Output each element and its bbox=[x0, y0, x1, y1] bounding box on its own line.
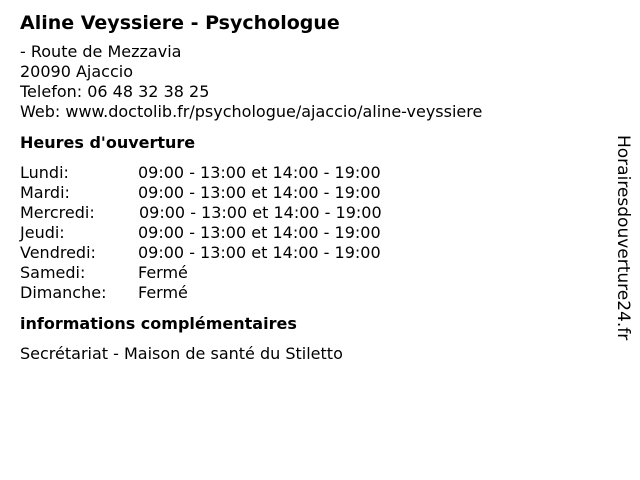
hours-row-wednesday bbox=[20, 203, 600, 223]
day-label: Jeudi: bbox=[20, 223, 65, 242]
day-label: Samedi: bbox=[20, 263, 86, 282]
opening-hours-heading: Heures d'ouverture bbox=[20, 133, 196, 152]
phone-number: Telefon: 06 48 32 38 25 bbox=[20, 82, 210, 101]
day-label: Lundi: bbox=[20, 163, 69, 182]
listing-card bbox=[20, 10, 600, 364]
address-line-1: - Route de Mezzavia bbox=[20, 42, 182, 61]
page-title: Aline Veyssiere - Psychologue bbox=[20, 12, 340, 34]
time-value: Fermé bbox=[138, 283, 188, 302]
time-value: 09:00 - 13:00 et 14:00 - 19:00 bbox=[138, 163, 381, 182]
day-label: Mardi: bbox=[20, 183, 70, 202]
address-line-2: 20090 Ajaccio bbox=[20, 62, 134, 81]
hours-row-sunday bbox=[20, 283, 600, 303]
hours-row-tuesday bbox=[20, 183, 600, 203]
time-value: 09:00 - 13:00 et 14:00 - 19:00 bbox=[138, 183, 381, 202]
day-label: Dimanche: bbox=[20, 283, 107, 302]
time-value: 09:00 - 13:00 et 14:00 - 19:00 bbox=[139, 203, 382, 222]
time-value: 09:00 - 13:00 et 14:00 - 19:00 bbox=[138, 223, 381, 242]
hours-row-monday bbox=[20, 163, 600, 183]
additional-info-text: Secrétariat - Maison de santé du Stiletto bbox=[20, 344, 343, 363]
hours-row-saturday bbox=[20, 263, 600, 283]
hours-row-friday bbox=[20, 243, 600, 263]
hours-row-thursday bbox=[20, 223, 600, 243]
day-label: Mercredi: bbox=[20, 203, 95, 222]
opening-hours-table bbox=[20, 163, 600, 303]
day-label: Vendredi: bbox=[20, 243, 96, 262]
site-watermark: Horairesdouverture24.fr bbox=[613, 135, 633, 341]
time-value: 09:00 - 13:00 et 14:00 - 19:00 bbox=[138, 243, 381, 262]
website-url: Web: www.doctolib.fr/psychologue/ajaccio/aline-veyssiere bbox=[20, 102, 483, 121]
time-value: Fermé bbox=[138, 263, 188, 282]
additional-info-heading: informations complémentaires bbox=[20, 314, 297, 333]
